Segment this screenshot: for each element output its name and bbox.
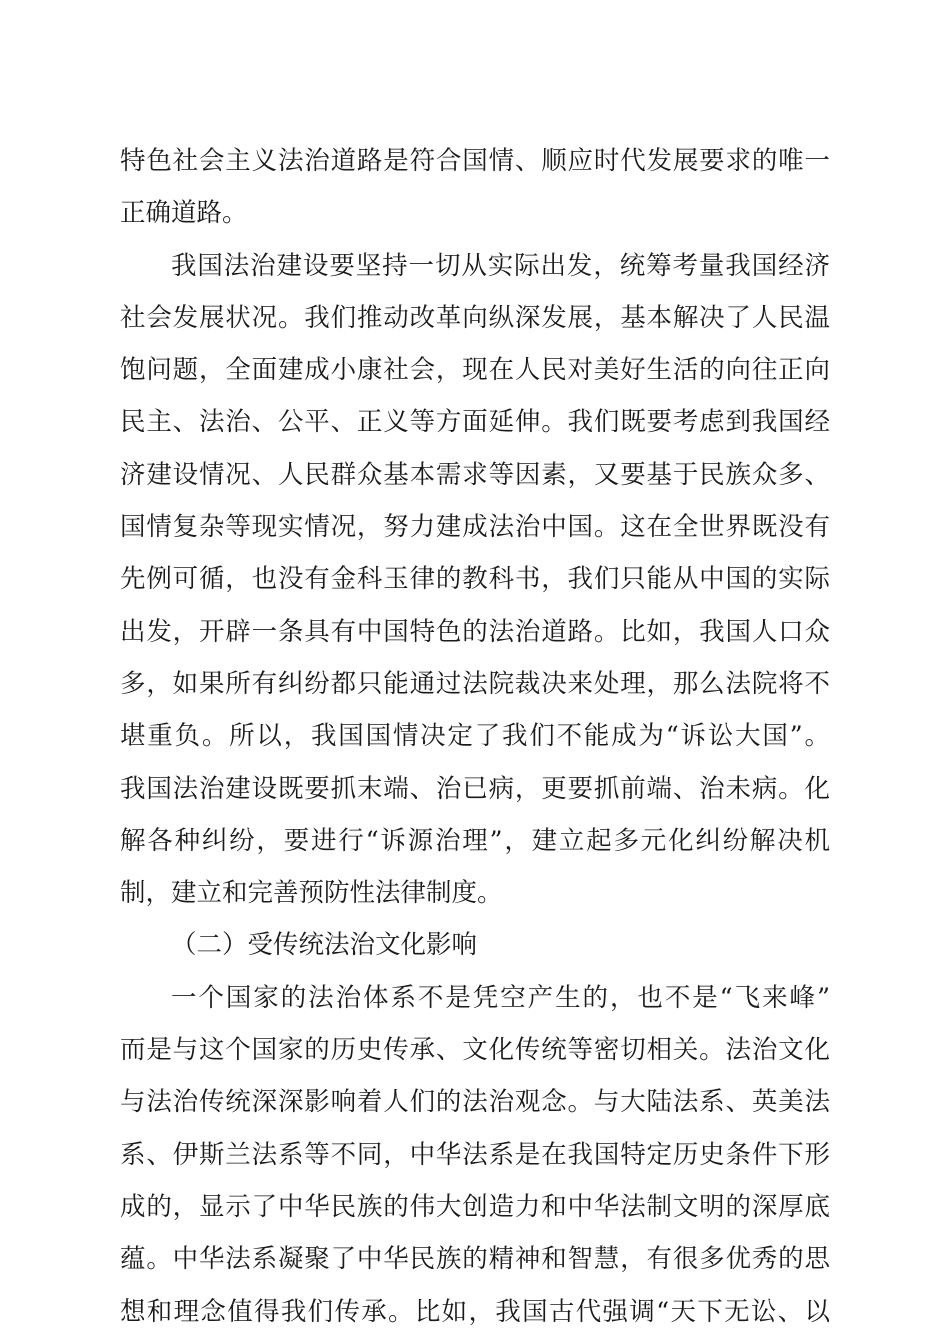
section-heading: （二）受传统法治文化影响 [171, 930, 478, 961]
text-line: 国情复杂等现实情况，努力建成法治中国。这在全世界既没有 [120, 512, 830, 543]
text-line: 蕴。中华法系凝聚了中华民族的精神和智慧，有很多优秀的思 [120, 1244, 830, 1275]
text-line: 出发，开辟一条具有中国特色的法治道路。比如，我国人口众 [120, 616, 830, 647]
text-line: 多，如果所有纠纷都只能通过法院裁决来处理，那么法院将不 [120, 668, 830, 699]
text-line: 正确道路。 [120, 198, 248, 229]
body-text [120, 135, 830, 1338]
text-line: 特色社会主义法治道路是符合国情、顺应时代发展要求的唯一 [120, 146, 830, 176]
text-line: 我国法治建设既要抓末端、治已病，更要抓前端、治未病。化 [120, 773, 830, 804]
text-line: 济建设情况、人民群众基本需求等因素，又要基于民族众多、 [120, 459, 830, 490]
text-line: 而是与这个国家的历史传承、文化传统等密切相关。法治文化 [120, 1035, 830, 1066]
text-line: 饱问题，全面建成小康社会，现在人民对美好生活的向往正向 [120, 355, 830, 386]
text-line: 系、伊斯兰法系等不同，中华法系是在我国特定历史条件下形 [120, 1139, 830, 1170]
paragraph-first-line: 我国法治建设要坚持一切从实际出发，统筹考量我国经济 [171, 250, 830, 281]
text-line: 民主、法治、公平、正义等方面延伸。我们既要考虑到我国经 [120, 407, 830, 438]
text-line: 解各种纠纷，要进行“诉源治理”，建立起多元化纠纷解决机 [120, 825, 830, 856]
text-line: 与法治传统深深影响着人们的法治观念。与大陆法系、英美法 [120, 1087, 830, 1118]
text-line: 成的，显示了中华民族的伟大创造力和中华法制文明的深厚底 [120, 1191, 830, 1222]
text-line: 先例可循，也没有金科玉律的教科书，我们只能从中国的实际 [120, 564, 830, 595]
text-line: 想和理念值得我们传承。比如，我国古代强调“天下无讼、以 [120, 1296, 830, 1327]
paragraph-first-line: 一个国家的法治体系不是凭空产生的，也不是“飞来峰” [171, 982, 830, 1013]
text-line: 社会发展状况。我们推动改革向纵深发展，基本解决了人民温 [120, 302, 830, 333]
text-line: 制，建立和完善预防性法律制度。 [120, 878, 503, 909]
text-line: 堪重负。所以，我国国情决定了我们不能成为“诉讼大国”。 [120, 721, 830, 752]
